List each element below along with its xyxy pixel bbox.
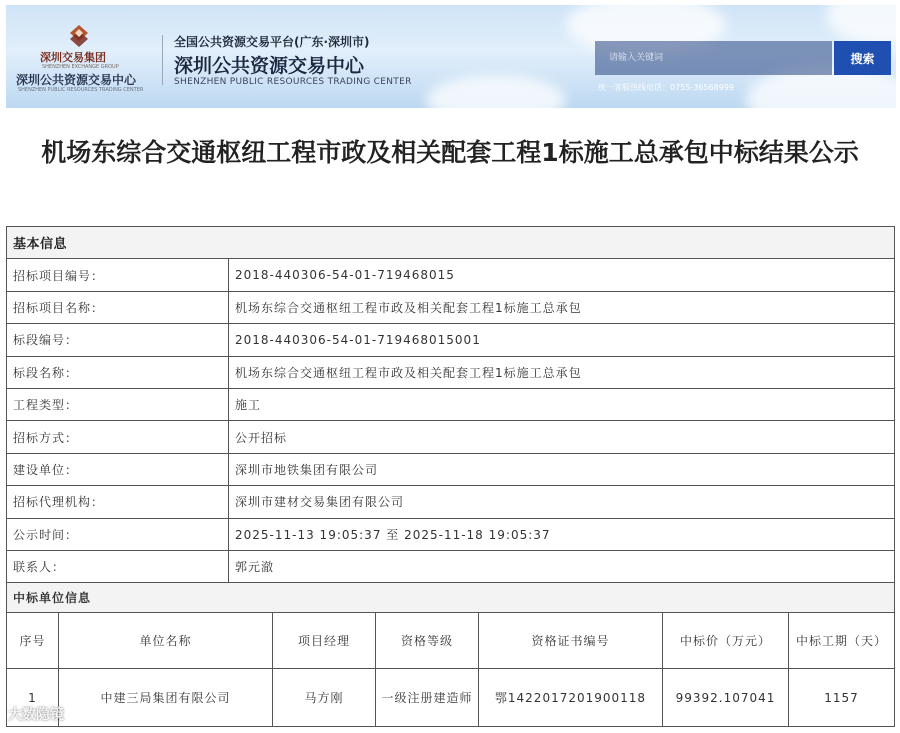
column-header: 中标工期（天） xyxy=(789,613,895,669)
table-cell: 1157 xyxy=(789,669,895,727)
winner-info-header xyxy=(7,583,895,613)
center-name-en: SHENZHEN PUBLIC RESOURCES TRADING CENTER xyxy=(174,77,412,87)
info-label: 公示时间： xyxy=(7,518,229,550)
info-row xyxy=(7,453,895,485)
info-value: 2018-440306-54-01-719468015 xyxy=(229,259,895,291)
center-name: 深圳公共资源交易中心 xyxy=(174,55,365,77)
info-row xyxy=(7,486,895,518)
info-row xyxy=(7,518,895,550)
info-label: 招标项目名称： xyxy=(7,291,229,323)
info-value: 深圳市地铁集团有限公司 xyxy=(229,453,895,485)
info-row xyxy=(7,356,895,388)
logo-group-name-en: SHENZHEN EXCHANGE GROUP xyxy=(42,64,119,70)
watermark: 大数隐镜 xyxy=(8,707,64,723)
header-banner xyxy=(6,5,896,108)
section-title: 中标单位信息 xyxy=(7,583,895,613)
table-cell: 中建三局集团有限公司 xyxy=(59,669,273,727)
info-row xyxy=(7,550,895,582)
table-cell: 一级注册建造师 xyxy=(376,669,479,727)
table-cell: 马方刚 xyxy=(273,669,376,727)
info-label: 招标代理机构： xyxy=(7,486,229,518)
basic-info-header xyxy=(7,227,895,259)
cloud-decoration xyxy=(426,75,566,108)
column-header: 资格等级 xyxy=(376,613,479,669)
site-logo[interactable] xyxy=(16,23,151,93)
info-value: 施工 xyxy=(229,388,895,420)
info-label: 招标方式： xyxy=(7,421,229,453)
logo-center-name-en: SHENZHEN PUBLIC RESOURCES TRADING CENTER xyxy=(18,87,144,93)
column-header: 资格证书编号 xyxy=(479,613,663,669)
platform-name: 全国公共资源交易平台(广东·深圳市) xyxy=(174,35,370,49)
info-label: 标段编号： xyxy=(7,324,229,356)
cloud-decoration xyxy=(826,5,896,45)
info-label: 联系人： xyxy=(7,550,229,582)
info-label: 建设单位： xyxy=(7,453,229,485)
search-input[interactable] xyxy=(595,41,832,75)
info-value: 机场东综合交通枢纽工程市政及相关配套工程1标施工总承包 xyxy=(229,291,895,323)
section-title: 基本信息 xyxy=(7,227,895,259)
info-label: 招标项目编号： xyxy=(7,259,229,291)
winner-column-headers xyxy=(7,613,895,669)
info-row xyxy=(7,259,895,291)
column-header: 中标价（万元） xyxy=(663,613,789,669)
logo-group-name: 深圳交易集团 xyxy=(40,51,106,64)
info-row xyxy=(7,291,895,323)
info-value: 深圳市建材交易集团有限公司 xyxy=(229,486,895,518)
basic-info-table xyxy=(6,226,895,583)
table-cell: 1 xyxy=(7,669,59,727)
logo-center-name: 深圳公共资源交易中心 xyxy=(16,73,137,87)
group-logo-icon xyxy=(66,23,92,49)
search-button[interactable]: 搜索 xyxy=(834,41,891,75)
table-row xyxy=(7,669,895,727)
info-value: 郭元澈 xyxy=(229,550,895,582)
info-label: 标段名称： xyxy=(7,356,229,388)
info-value: 公开招标 xyxy=(229,421,895,453)
info-row xyxy=(7,388,895,420)
table-cell: 鄂1422017201900118 xyxy=(479,669,663,727)
logo-divider xyxy=(162,35,163,85)
column-header: 序号 xyxy=(7,613,59,669)
hotline-text: 统一客服热线电话：0755-36568999 xyxy=(598,83,734,92)
info-value: 2025-11-13 19:05:37 至 2025-11-18 19:05:37 xyxy=(229,518,895,550)
info-row xyxy=(7,421,895,453)
info-label: 工程类型： xyxy=(7,388,229,420)
winner-info-table xyxy=(6,582,895,727)
column-header: 项目经理 xyxy=(273,613,376,669)
info-row xyxy=(7,324,895,356)
info-value: 机场东综合交通枢纽工程市政及相关配套工程1标施工总承包 xyxy=(229,356,895,388)
info-value: 2018-440306-54-01-719468015001 xyxy=(229,324,895,356)
page-title: 机场东综合交通枢纽工程市政及相关配套工程1标施工总承包中标结果公示 xyxy=(41,138,859,167)
table-cell: 99392.107041 xyxy=(663,669,789,727)
column-header: 单位名称 xyxy=(59,613,273,669)
